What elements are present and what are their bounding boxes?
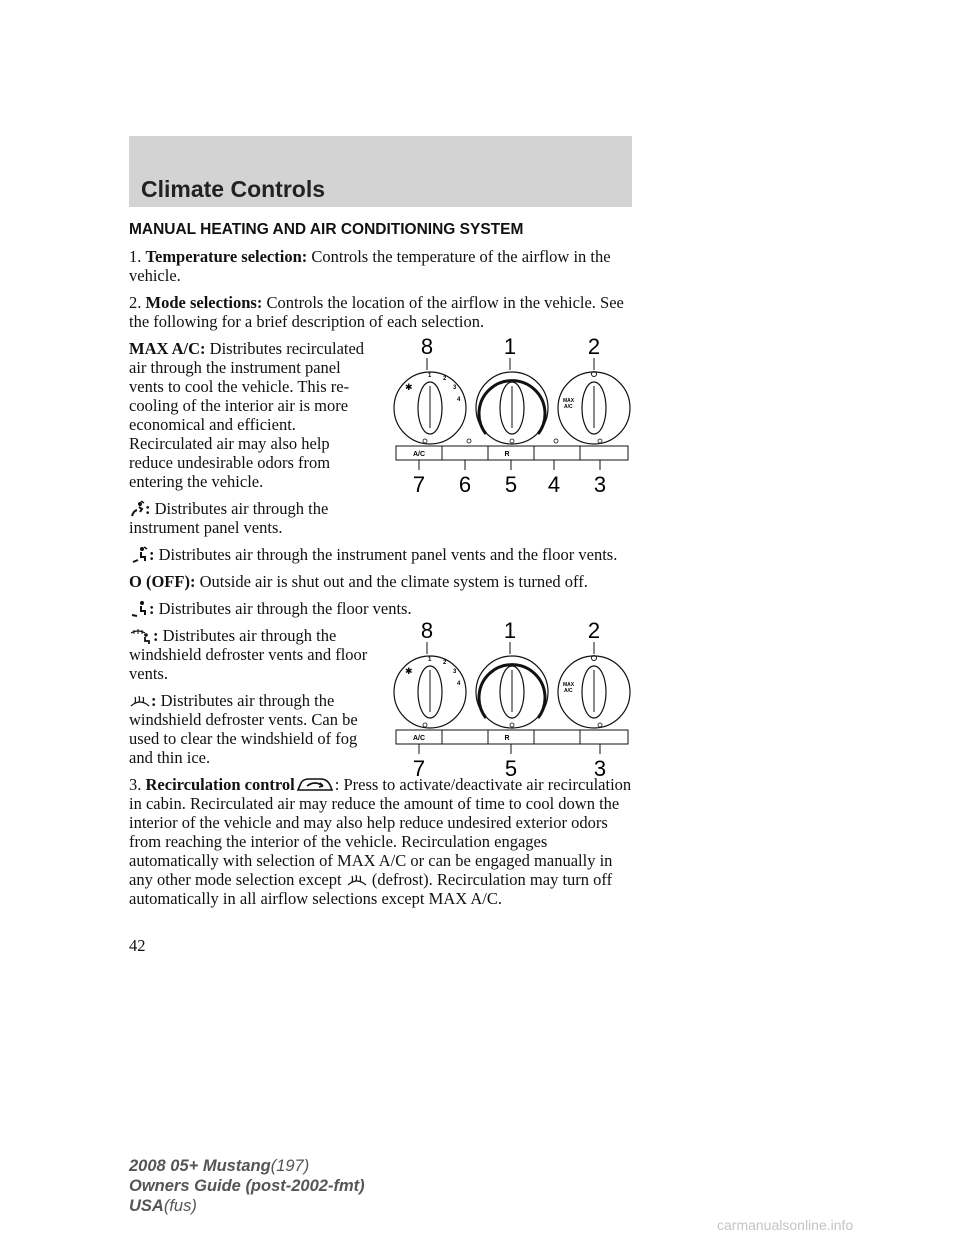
item-text: (defrost). <box>371 870 433 889</box>
max-label: MAX <box>563 682 575 688</box>
floor-defrost-icon <box>129 627 153 645</box>
fan-mark-1: 1 <box>428 657 432 663</box>
page-number: 42 <box>129 936 146 955</box>
mode-knob <box>558 372 630 445</box>
rear-defrost-label: R <box>504 735 510 742</box>
mode-panel-floor <box>129 545 634 564</box>
mode-text: Distributes air through the instrument panel vents and the floor vents. <box>158 545 618 564</box>
fan-mark-2: 2 <box>443 660 447 666</box>
footer-market-code: (fus) <box>163 1197 197 1215</box>
defrost-icon <box>129 694 151 710</box>
mode-floor-defrost <box>129 626 369 683</box>
mode-knob <box>558 656 630 729</box>
fan-mark-4: 4 <box>457 397 461 403</box>
section-title: Climate Controls <box>141 176 326 202</box>
item-number: 2. <box>129 293 142 312</box>
temperature-knob <box>476 372 548 444</box>
mode-text: Distributes air through the windshield defroster vents and floor vents. <box>129 626 368 683</box>
mode-defrost <box>129 691 369 767</box>
callout-2: 2 <box>587 618 601 643</box>
floor-vent-icon <box>129 600 149 618</box>
mode-colon: : <box>153 626 159 645</box>
mode-text: Distributes recirculated air through the instrument panel vents to cool the vehicle. This re-cooling of the interior air is more economical and efficient. Recirculated air may also help reduce undesirable odors from entering the vehicle. <box>129 339 365 491</box>
item-label: Recirculation control <box>145 775 295 794</box>
item-colon: : <box>334 775 340 794</box>
callout-1: 1 <box>503 334 517 359</box>
callout-6: 6 <box>458 472 472 497</box>
mode-off <box>129 572 634 591</box>
mode-text: Outside air is shut out and the climate system is turned off. <box>199 572 588 591</box>
max-ac-label: A/C <box>564 688 573 694</box>
item-text: Press to activate/deactivate air recirculation in cabin. Recirculated air may reduce the amount of time to cool down the interior of the vehicle and may also help reduce undesired exterior odors from reaching the interior of the vehicle. Recirculation engages automatically with selection of MAX A/C or can be engaged manually in any other mode selection except <box>129 775 632 889</box>
item-mode-selections <box>129 293 634 331</box>
page-heading: MANUAL HEATING AND AIR CONDITIONING SYSTEM <box>129 221 524 238</box>
callout-5: 5 <box>504 756 518 781</box>
item-number: 1. <box>129 247 142 266</box>
fan-mark-3: 3 <box>453 385 457 391</box>
ac-button-label: A/C <box>412 735 426 742</box>
recirculation-icon <box>295 776 335 794</box>
item-recirculation-control <box>129 775 634 908</box>
rear-defrost-label: R <box>504 451 510 458</box>
item-text: Recirculation may turn off automatically in all airflow selections except MAX A/C. <box>129 870 613 908</box>
climate-panel-figure-alt <box>392 614 642 784</box>
climate-panel-figure <box>392 330 642 500</box>
mode-max-ac <box>129 339 369 491</box>
callout-4: 4 <box>547 472 561 497</box>
fan-mark-4: 4 <box>457 681 461 687</box>
ac-button-label: A/C <box>412 451 426 458</box>
mode-text: Distributes air through the instrument panel vents. <box>129 499 329 537</box>
callout-7: 7 <box>412 472 426 497</box>
max-label: MAX <box>563 398 575 404</box>
mode-colon: : <box>149 599 155 618</box>
watermark[interactable]: carmanualsonline.info <box>717 1217 854 1233</box>
footer-line-1 <box>129 1156 365 1176</box>
defrost-icon <box>346 873 368 889</box>
footer-model: 2008 05+ Mustang <box>129 1157 271 1175</box>
footer-line-3 <box>129 1196 365 1216</box>
callout-5: 5 <box>504 472 518 497</box>
item-text: Controls the location of the airflow in the vehicle. See the following for a brief description of each selection. <box>129 293 624 331</box>
footer-model-code: (197) <box>270 1157 310 1175</box>
fan-mark-1: 1 <box>428 373 432 379</box>
fan-icon: ✱ <box>405 666 413 676</box>
mode-colon: : <box>145 499 151 518</box>
mode-colon: : <box>149 545 155 564</box>
temperature-knob <box>476 656 548 728</box>
page-content <box>129 220 634 916</box>
mode-colon: : <box>151 691 157 710</box>
fan-mark-3: 3 <box>453 669 457 675</box>
fan-speed-knob <box>394 656 466 728</box>
mode-label: O (OFF): <box>129 572 196 591</box>
mode-panel <box>129 499 369 537</box>
callout-3: 3 <box>593 472 607 497</box>
document-footer <box>129 1156 365 1216</box>
mode-text: Distributes air through the floor vents. <box>158 599 412 618</box>
footer-line-2: Owners Guide (post-2002-fmt) <box>129 1177 365 1195</box>
callout-7: 7 <box>412 756 426 781</box>
callout-3: 3 <box>593 756 607 781</box>
fan-mark-2: 2 <box>443 376 447 382</box>
item-label: Temperature selection: <box>145 247 308 266</box>
callout-2: 2 <box>587 334 601 359</box>
fan-speed-knob <box>394 372 466 444</box>
callout-8: 8 <box>420 334 434 359</box>
callout-8: 8 <box>420 618 434 643</box>
mode-label: MAX A/C: <box>129 339 206 358</box>
footer-market: USA <box>129 1197 164 1215</box>
max-ac-label: A/C <box>564 404 573 410</box>
mode-text: Distributes air through the windshield defroster vents. Can be used to clear the windshield of fog and thin ice. <box>129 691 358 767</box>
callout-1: 1 <box>503 618 517 643</box>
panel-vent-icon <box>129 500 145 518</box>
panel-floor-vent-icon <box>129 546 149 564</box>
item-temperature-selection <box>129 247 634 285</box>
item-number: 3. <box>129 775 142 794</box>
fan-icon: ✱ <box>405 382 413 392</box>
item-label: Mode selections: <box>145 293 263 312</box>
item-text: Controls the temperature of the airflow in the vehicle. <box>129 247 611 285</box>
